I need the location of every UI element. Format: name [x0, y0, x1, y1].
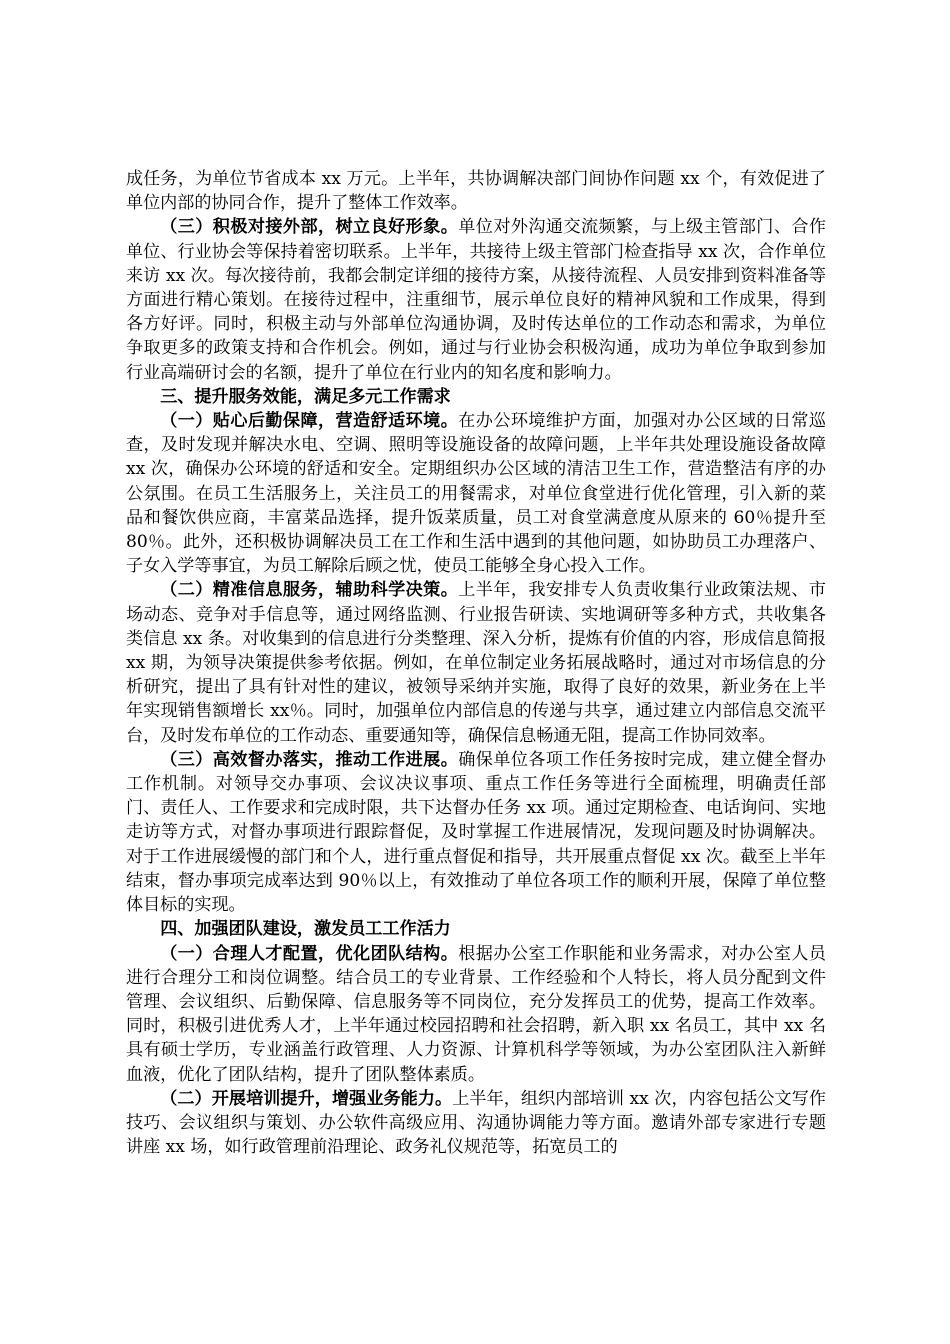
paragraph-lead: （一）合理人才配置，优化团队结构。 — [160, 943, 459, 964]
paragraph-information-service — [126, 578, 826, 747]
paragraph-supervision — [126, 748, 826, 917]
paragraph-text: 成任务，为单位节省成本 xx 万元。上半年，共协调解决部门间协作问题 xx 个，有效促进了单位内部的协同合作，提升了整体工作效率。 — [126, 169, 826, 214]
paragraph-lead: （二）精准信息服务，辅助科学决策。 — [160, 580, 459, 601]
paragraph-text: 根据办公室工作职能和业务需求，对办公室人员进行合理分工和岗位调整。结合员工的专业背景、工作经验和个人特长，将人员分配到文件管理、会议组织、后勤保障、信息服务等不同岗位，充分发挥员工的优势，提高工作效率。同时，积极引进优秀人才，上半年通过校园招聘和社会招聘，新入职 xx 名员工，其中 xx 名具有硕士学历，专业涵盖行政管理、人力资源、计算机科学等领域，为办公室团队注入新鲜血液，优化了团队结构，提升了团队整体素质。 — [126, 943, 827, 1085]
paragraph-logistics — [126, 409, 826, 578]
section-heading-3: 三、提升服务效能，满足多元工作需求 — [160, 386, 451, 407]
paragraph-text: 上半年，我安排专人负责收集行业政策法规、市场动态、竞争对手信息等，通过网络监测、行业报告研读、实地调研等多种方式，共收集各类信息 xx 条。对收集到的信息进行分类整理、深入分析，提炼有价值的内容，形成信息简报 xx 期，为领导决策提供参考依据。例如，在单位制定业务拓展战略时，通过对市场信息的分析研究，提出了具有针对性的建议，被领导采纳并实施，取得了良好的效果，新业务在上半年实现销售额增长 xx％。同时，加强单位内部信息的传递与共享，通过建立内部信息交流平台，及时发布单位的工作动态、重要通知等，确保信息畅通无阻，提高工作协同效率。 — [126, 580, 827, 746]
paragraph-continuation — [126, 167, 826, 215]
paragraph-lead: （二）开展培训提升，增强业务能力。 — [160, 1088, 453, 1109]
paragraph-staffing — [126, 942, 826, 1087]
paragraph-lead: （三）积极对接外部，树立良好形象。 — [160, 217, 459, 238]
paragraph-text: 上半年，组织内部培训 xx 次，内容包括公文写作技巧、会议组织与策划、办公软件高级应用、沟通协调能力等方面。邀请外部专家进行专题讲座 xx 场，如行政管理前沿理论、政务礼仪规范等，拓宽员工的 — [126, 1088, 827, 1158]
paragraph-lead: （三）高效督办落实，推动工作进展。 — [160, 749, 459, 770]
section-heading-4: 四、加强团队建设，激发员工工作活力 — [160, 919, 451, 940]
document-body — [126, 167, 826, 1159]
paragraph-text: 在办公环境维护方面，加强对办公区域的日常巡查，及时发现并解决水电、空调、照明等设施设备的故障问题，上半年共处理设施设备故障 xx 次，确保办公环境的舒适和安全。定期组织办公区域的清洁卫生工作，营造整洁有序的办公氛围。在员工生活服务上，关注员工的用餐需求，对单位食堂进行优化管理，引入新的菜品和餐饮供应商，丰富菜品选择，提升饭菜质量，员工对食堂满意度从原来的 60％提升至 80％。此外，还积极协调解决员工在工作和生活中遇到的其他问题，如协助员工办理落户、子女入学等事宜，为员工解除后顾之忧，使员工能够全身心投入工作。 — [126, 411, 827, 577]
paragraph-text: 单位对外沟通交流频繁，与上级主管部门、合作单位、行业协会等保持着密切联系。上半年，共接待上级主管部门检查指导 xx 次，合作单位来访 xx 次。每次接待前，我都会制定详细的接待方案，从接待流程、人员安排到资料准备等方面进行精心策划。在接待过程中，注重细节，展示单位良好的精神风貌和工作成果，得到各方好评。同时，积极主动与外部单位沟通协调，及时传达单位的工作动态和需求，为单位争取更多的政策支持和合作机会。例如，通过与行业协会积极沟通，成功为单位争取到参加行业高端研讨会的名额，提升了单位在行业内的知名度和影响力。 — [126, 217, 827, 383]
paragraph-lead: （一）贴心后勤保障，营造舒适环境。 — [160, 411, 459, 432]
paragraph-external-liaison — [126, 215, 826, 384]
paragraph-text: 确保单位各项工作任务按时完成，建立健全督办工作机制。对领导交办事项、会议决议事项、重点工作任务等进行全面梳理，明确责任部门、责任人、工作要求和完成时限，共下达督办任务 xx 项。通过定期检查、电话询问、实地走访等方式，对督办事项进行跟踪督促，及时掌握工作进展情况，发现问题及时协调解决。对于工作进展缓慢的部门和个人，进行重点督促和指导，共开展重点督促 xx 次。截至上半年结束，督办事项完成率达到 90％以上，有效推动了单位各项工作的顺利开展，保障了单位整体目标的实现。 — [126, 749, 827, 916]
paragraph-training — [126, 1087, 826, 1160]
